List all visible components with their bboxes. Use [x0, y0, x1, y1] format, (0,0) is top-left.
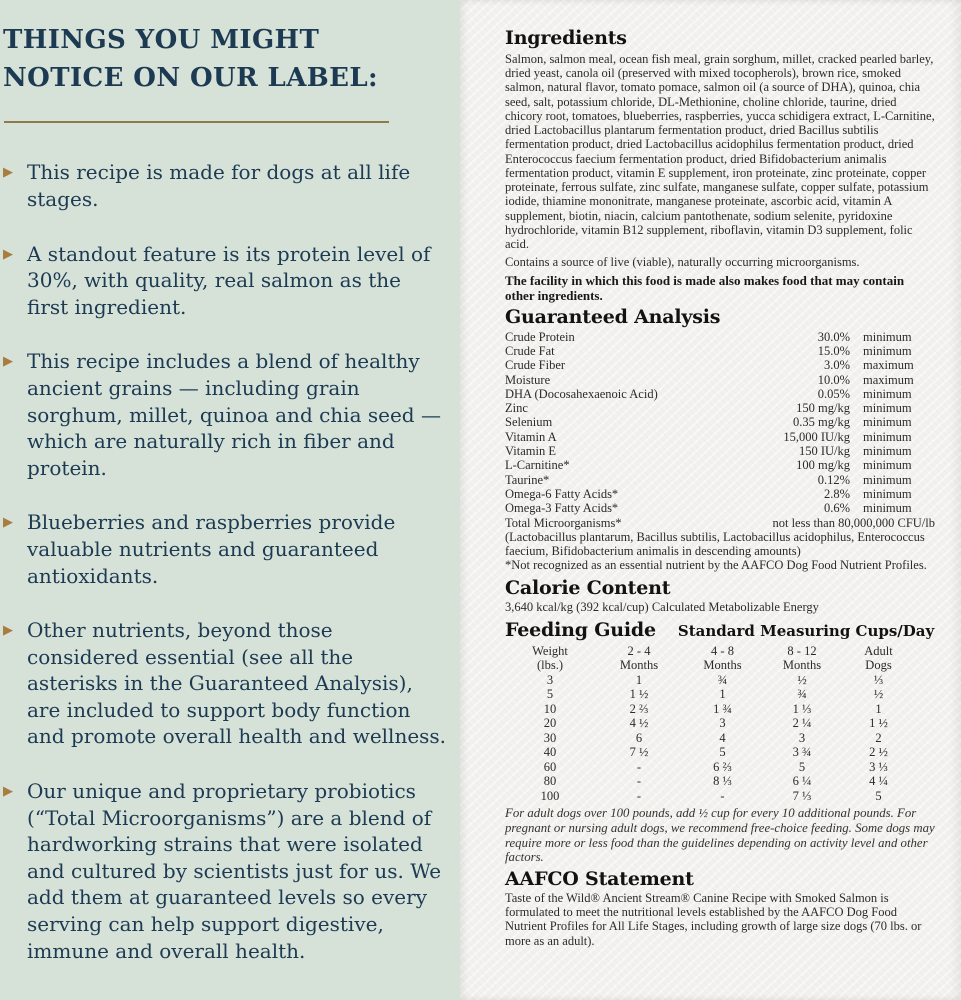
nutrient-value: 15.0%: [817, 343, 850, 358]
feeding-guide-heading: Feeding Guide: [505, 618, 656, 641]
table-row: [505, 373, 935, 387]
cups-cell: -: [636, 788, 642, 803]
cups-cell: 8 ⅓: [713, 774, 732, 789]
cups-cell: ½: [873, 687, 884, 702]
nutrient-qualifier: minimum: [863, 444, 912, 459]
nutrient-value: 150 mg/kg: [796, 401, 850, 416]
bullet-text: This recipe is made for dogs at all life stages.: [27, 160, 411, 211]
list-item: [3, 509, 448, 589]
bullet-arrow-icon: ▶: [3, 784, 13, 800]
table-row: [505, 387, 935, 401]
feeding-guide-subheading: Standard Measuring Cups/Day: [677, 621, 935, 640]
table-row: [505, 330, 935, 344]
table-row: [505, 401, 935, 415]
nutrient-value: 3.0%: [823, 358, 850, 373]
table-row: [505, 473, 935, 487]
nutrient-value: 2.8%: [823, 487, 850, 502]
column-header: 8 - 12: [787, 643, 817, 658]
bullet-arrow-icon: ▶: [3, 623, 13, 639]
nutrient-value: 15,000 IU/kg: [783, 429, 850, 444]
feeding-guide-column-headers-line1: [505, 644, 921, 659]
nutrient-qualifier: minimum: [863, 386, 912, 401]
table-row: [505, 501, 935, 515]
ingredients-text: Salmon, salmon meal, ocean fish meal, grain sorghum, millet, cracked pearled barley, dried yeast, canola oil (preserved with mixed tocopherols), brown rice, smoked salmon, natural flavor, tomato pomace, salmon oil (a source of DHA), quinoa, chia seed, salt, potassium chloride, DL-Methionine, choline chloride, taurine, dried chicory root, tomatoes, blueberries, raspberries, yucca schidigera extract, L-Carnitine, dried Lactobacillus plantarum fermentation product, dried Bacillus subtilis fermentation product, dried Lactobacillus acidophilus fermentation product, dried Enterococcus faecium fermentation product, dried Bifidobacterium animalis fermentation product, vitamin E supplement, iron proteinate, zinc proteinate, copper proteinate, ferrous sulfate, zinc sulfate, manganese sulfate, copper sulfate, potassium iodide, thiamine mononitrate, manganese proteinate, ascorbic acid, vitamin A supplement, biotin, niacin, calcium pantothenate, sodium selenite, pyridoxine hydrochloride, vitamin B12 supplement, riboflavin, vitamin D3 supplement, folic acid.: [505, 51, 935, 252]
nutrient-name: L-Carnitine*: [505, 458, 570, 473]
nutrient-qualifier: minimum: [863, 401, 912, 416]
cups-cell: 1 ⅓: [792, 701, 812, 716]
facility-statement: The facility in which this food is made also makes food that may contain other ingredients.: [505, 272, 905, 303]
list-item: [3, 778, 448, 964]
column-header: Months: [619, 658, 659, 673]
weight-cell: 30: [543, 730, 557, 745]
table-row: [505, 487, 935, 501]
calorie-content-text: 3,640 kcal/kg (392 kcal/cup) Calculated Metabolizable Energy: [505, 599, 819, 614]
cups-cell: 5: [798, 759, 806, 774]
nutrient-value: not less than 80,000,000 CFU/lb: [772, 515, 935, 530]
table-row: [505, 687, 921, 702]
bullet-text: A standout feature is its protein level of 30%, with quality, real salmon as the first ingredient.: [27, 241, 431, 319]
bullet-text: Blueberries and raspberries provide valuable nutrients and guaranteed antioxidants.: [27, 510, 396, 588]
cups-cell: 7 ½: [629, 745, 649, 760]
nutrient-qualifier: minimum: [863, 501, 912, 516]
table-row: [505, 774, 921, 789]
nutrient-name: Taurine*: [505, 472, 550, 487]
nutrient-qualifier: minimum: [863, 329, 912, 344]
nutrient-name: Total Microorganisms*: [505, 515, 622, 530]
bullet-text: Our unique and proprietary probiotics (“Total Microorganisms”) are a blend of hardworking strains that were isolated and cultured by scientists just for us. We add them at guaranteed levels so every serving can help support digestive, immune and overall health.: [27, 779, 442, 963]
table-row: [505, 731, 921, 746]
cups-cell: 3 ¾: [792, 745, 812, 760]
nutrient-value: 30.0%: [817, 329, 850, 344]
cups-cell: -: [636, 774, 642, 789]
table-row: [505, 760, 921, 775]
guaranteed-analysis-section: [505, 307, 935, 573]
guaranteed-analysis-heading: Guaranteed Analysis: [505, 305, 721, 328]
nutrient-value: 0.6%: [823, 501, 850, 516]
nutrient-value: 100 mg/kg: [796, 458, 850, 473]
cups-cell: 6 ⅔: [713, 759, 732, 774]
list-item: [3, 159, 448, 212]
bullet-arrow-icon: ▶: [3, 165, 13, 181]
cups-cell: 4 ½: [629, 716, 649, 731]
nutrient-value: 0.12%: [817, 472, 850, 487]
cups-cell: 3 ⅓: [869, 759, 888, 774]
column-header: Months: [782, 658, 822, 673]
cups-cell: 4 ¼: [869, 774, 888, 789]
nutrient-name: Zinc: [505, 401, 528, 416]
cups-cell: 7 ⅓: [792, 788, 812, 803]
ingredients-heading: Ingredients: [505, 27, 627, 49]
bullet-list: [3, 159, 448, 964]
nutrient-qualifier: minimum: [863, 472, 912, 487]
contains-statement: Contains a source of live (viable), naturally occurring microorganisms.: [505, 255, 860, 270]
page-title: [3, 22, 448, 97]
aafco-section: [505, 869, 935, 948]
weight-cell: 3: [546, 672, 554, 687]
cups-cell: 1: [635, 672, 643, 687]
calorie-content-heading: Calorie Content: [505, 576, 671, 599]
cups-cell: 4: [719, 730, 726, 745]
column-header: Adult: [864, 643, 893, 658]
ga-footnote-asterisk: *Not recognized as an essential nutrient by the AAFCO Dog Food Nutrient Profiles.: [505, 558, 927, 573]
cups-cell: -: [636, 759, 642, 774]
weight-cell: 5: [546, 687, 554, 702]
weight-cell: 20: [543, 716, 557, 731]
nutrient-name: Crude Fiber: [505, 358, 566, 373]
aafco-heading: AAFCO Statement: [505, 867, 694, 890]
cups-cell: 6 ¼: [792, 774, 812, 789]
cups-cell: 5: [875, 788, 882, 803]
nutrient-qualifier: minimum: [863, 415, 912, 430]
nutrient-name: Omega-3 Fatty Acids*: [505, 501, 619, 516]
table-row-total: [505, 516, 935, 530]
cups-cell: ¾: [717, 672, 728, 687]
nutrient-name: Vitamin E: [505, 444, 556, 459]
table-row: [505, 344, 935, 358]
table-row: [505, 415, 935, 429]
cups-cell: 3: [719, 716, 726, 731]
page-title-line1: THINGS YOU MIGHT: [3, 25, 320, 55]
cups-cell: 2 ½: [869, 745, 888, 760]
table-row: [505, 702, 921, 717]
guaranteed-analysis-table: [505, 330, 935, 516]
nutrient-qualifier: minimum: [863, 429, 912, 444]
feeding-guide-table: [505, 644, 921, 804]
list-item: [3, 617, 448, 750]
nutrient-qualifier: minimum: [863, 487, 912, 502]
column-header: Months: [703, 658, 742, 673]
nutrient-name: Crude Protein: [505, 329, 575, 344]
column-header: Dogs: [865, 658, 892, 673]
ga-footnote-strains: (Lactobacillus plantarum, Bacillus subtilis, Lactobacillus acidophilus, Enterococcus faecium, Bifidobacterium animalis in descending amounts): [505, 529, 925, 559]
nutrient-value: 10.0%: [817, 372, 850, 387]
nutrient-name: DHA (Docosahexaenoic Acid): [505, 386, 658, 401]
nutrient-name: Selenium: [505, 415, 553, 430]
nutrient-qualifier: minimum: [863, 458, 912, 473]
bullet-arrow-icon: ▶: [3, 354, 13, 370]
table-row: [505, 716, 921, 731]
table-row: [505, 458, 935, 472]
cups-cell: -: [720, 788, 725, 803]
column-header: Weight: [532, 643, 568, 658]
cups-cell: ¾: [797, 687, 807, 702]
table-row: [505, 358, 935, 372]
left-panel: [0, 0, 460, 1000]
feeding-guide-column-headers-line2: [505, 658, 921, 673]
feeding-guide-header: [505, 620, 935, 642]
bullet-arrow-icon: ▶: [3, 515, 13, 531]
feeding-guide-note: For adult dogs over 100 pounds, add ½ cup for every 10 additional pounds. For pregnant or nursing adult dogs, we recommend free-choice feeding. Some dogs may require more or less food than the guidelines depending on activity level and other factors.: [505, 806, 935, 865]
cups-cell: 1 ¾: [713, 701, 732, 716]
table-row: [505, 745, 921, 760]
feeding-guide-rows: [505, 673, 921, 804]
list-item: [3, 241, 448, 321]
weight-cell: 80: [543, 774, 557, 789]
ingredients-section: [505, 28, 935, 303]
cups-cell: 1: [719, 687, 726, 702]
column-header: 4 - 8: [711, 643, 734, 658]
nutrient-qualifier: maximum: [863, 358, 914, 373]
bullet-arrow-icon: ▶: [3, 246, 13, 262]
label-paper: [460, 0, 961, 1000]
cups-cell: 2: [875, 730, 882, 745]
cups-cell: 1 ½: [629, 687, 649, 702]
cups-cell: ⅓: [873, 672, 884, 687]
cups-cell: 2 ¼: [792, 716, 812, 731]
cups-cell: 2 ⅔: [629, 701, 649, 716]
weight-cell: 60: [543, 759, 557, 774]
cups-cell: 1: [875, 701, 882, 716]
column-header: 2 - 4: [627, 643, 651, 658]
divider: [4, 121, 389, 123]
nutrient-name: Crude Fat: [505, 343, 555, 358]
nutrient-qualifier: maximum: [863, 372, 914, 387]
list-item: [3, 348, 448, 481]
table-row: [505, 789, 921, 804]
weight-cell: 100: [540, 788, 560, 803]
cups-cell: ½: [797, 672, 807, 687]
nutrient-name: Vitamin A: [505, 429, 557, 444]
bullet-text: Other nutrients, beyond those considered essential (see all the asterisks in the Guaranteed Analysis), are included to support body function and promote overall health and wellness.: [27, 618, 447, 749]
nutrient-qualifier: minimum: [863, 343, 912, 358]
nutrient-name: Moisture: [505, 372, 551, 387]
nutrient-value: 0.05%: [817, 386, 850, 401]
calorie-content-section: [505, 578, 935, 614]
table-row: [505, 673, 921, 688]
feeding-guide-section: [505, 620, 935, 865]
weight-cell: 40: [543, 745, 557, 760]
table-row: [505, 444, 935, 458]
cups-cell: 6: [635, 730, 643, 745]
nutrient-value: 150 IU/kg: [798, 444, 850, 459]
cups-cell: 1 ½: [869, 716, 888, 731]
page-title-line2: NOTICE ON OUR LABEL:: [3, 62, 379, 93]
nutrient-name: Omega-6 Fatty Acids*: [505, 487, 619, 502]
weight-cell: 10: [543, 701, 557, 716]
aafco-text: Taste of the Wild® Ancient Stream® Canine Recipe with Smoked Salmon is formulated to meet the nutritional levels established by the AAFCO Dog Food Nutrient Profiles for All Life Stages, including growth of large size dogs (70 lbs. or more as an adult).: [505, 890, 922, 948]
column-header: (lbs.): [536, 658, 564, 673]
cups-cell: 5: [719, 745, 726, 760]
table-row: [505, 430, 935, 444]
bullet-text: This recipe includes a blend of healthy ancient grains — including grain sorghum, millet, quinoa and chia seed — which are naturally rich in fiber and protein.: [27, 349, 441, 480]
cups-cell: 3: [798, 730, 806, 745]
nutrient-value: 0.35 mg/kg: [793, 415, 850, 430]
